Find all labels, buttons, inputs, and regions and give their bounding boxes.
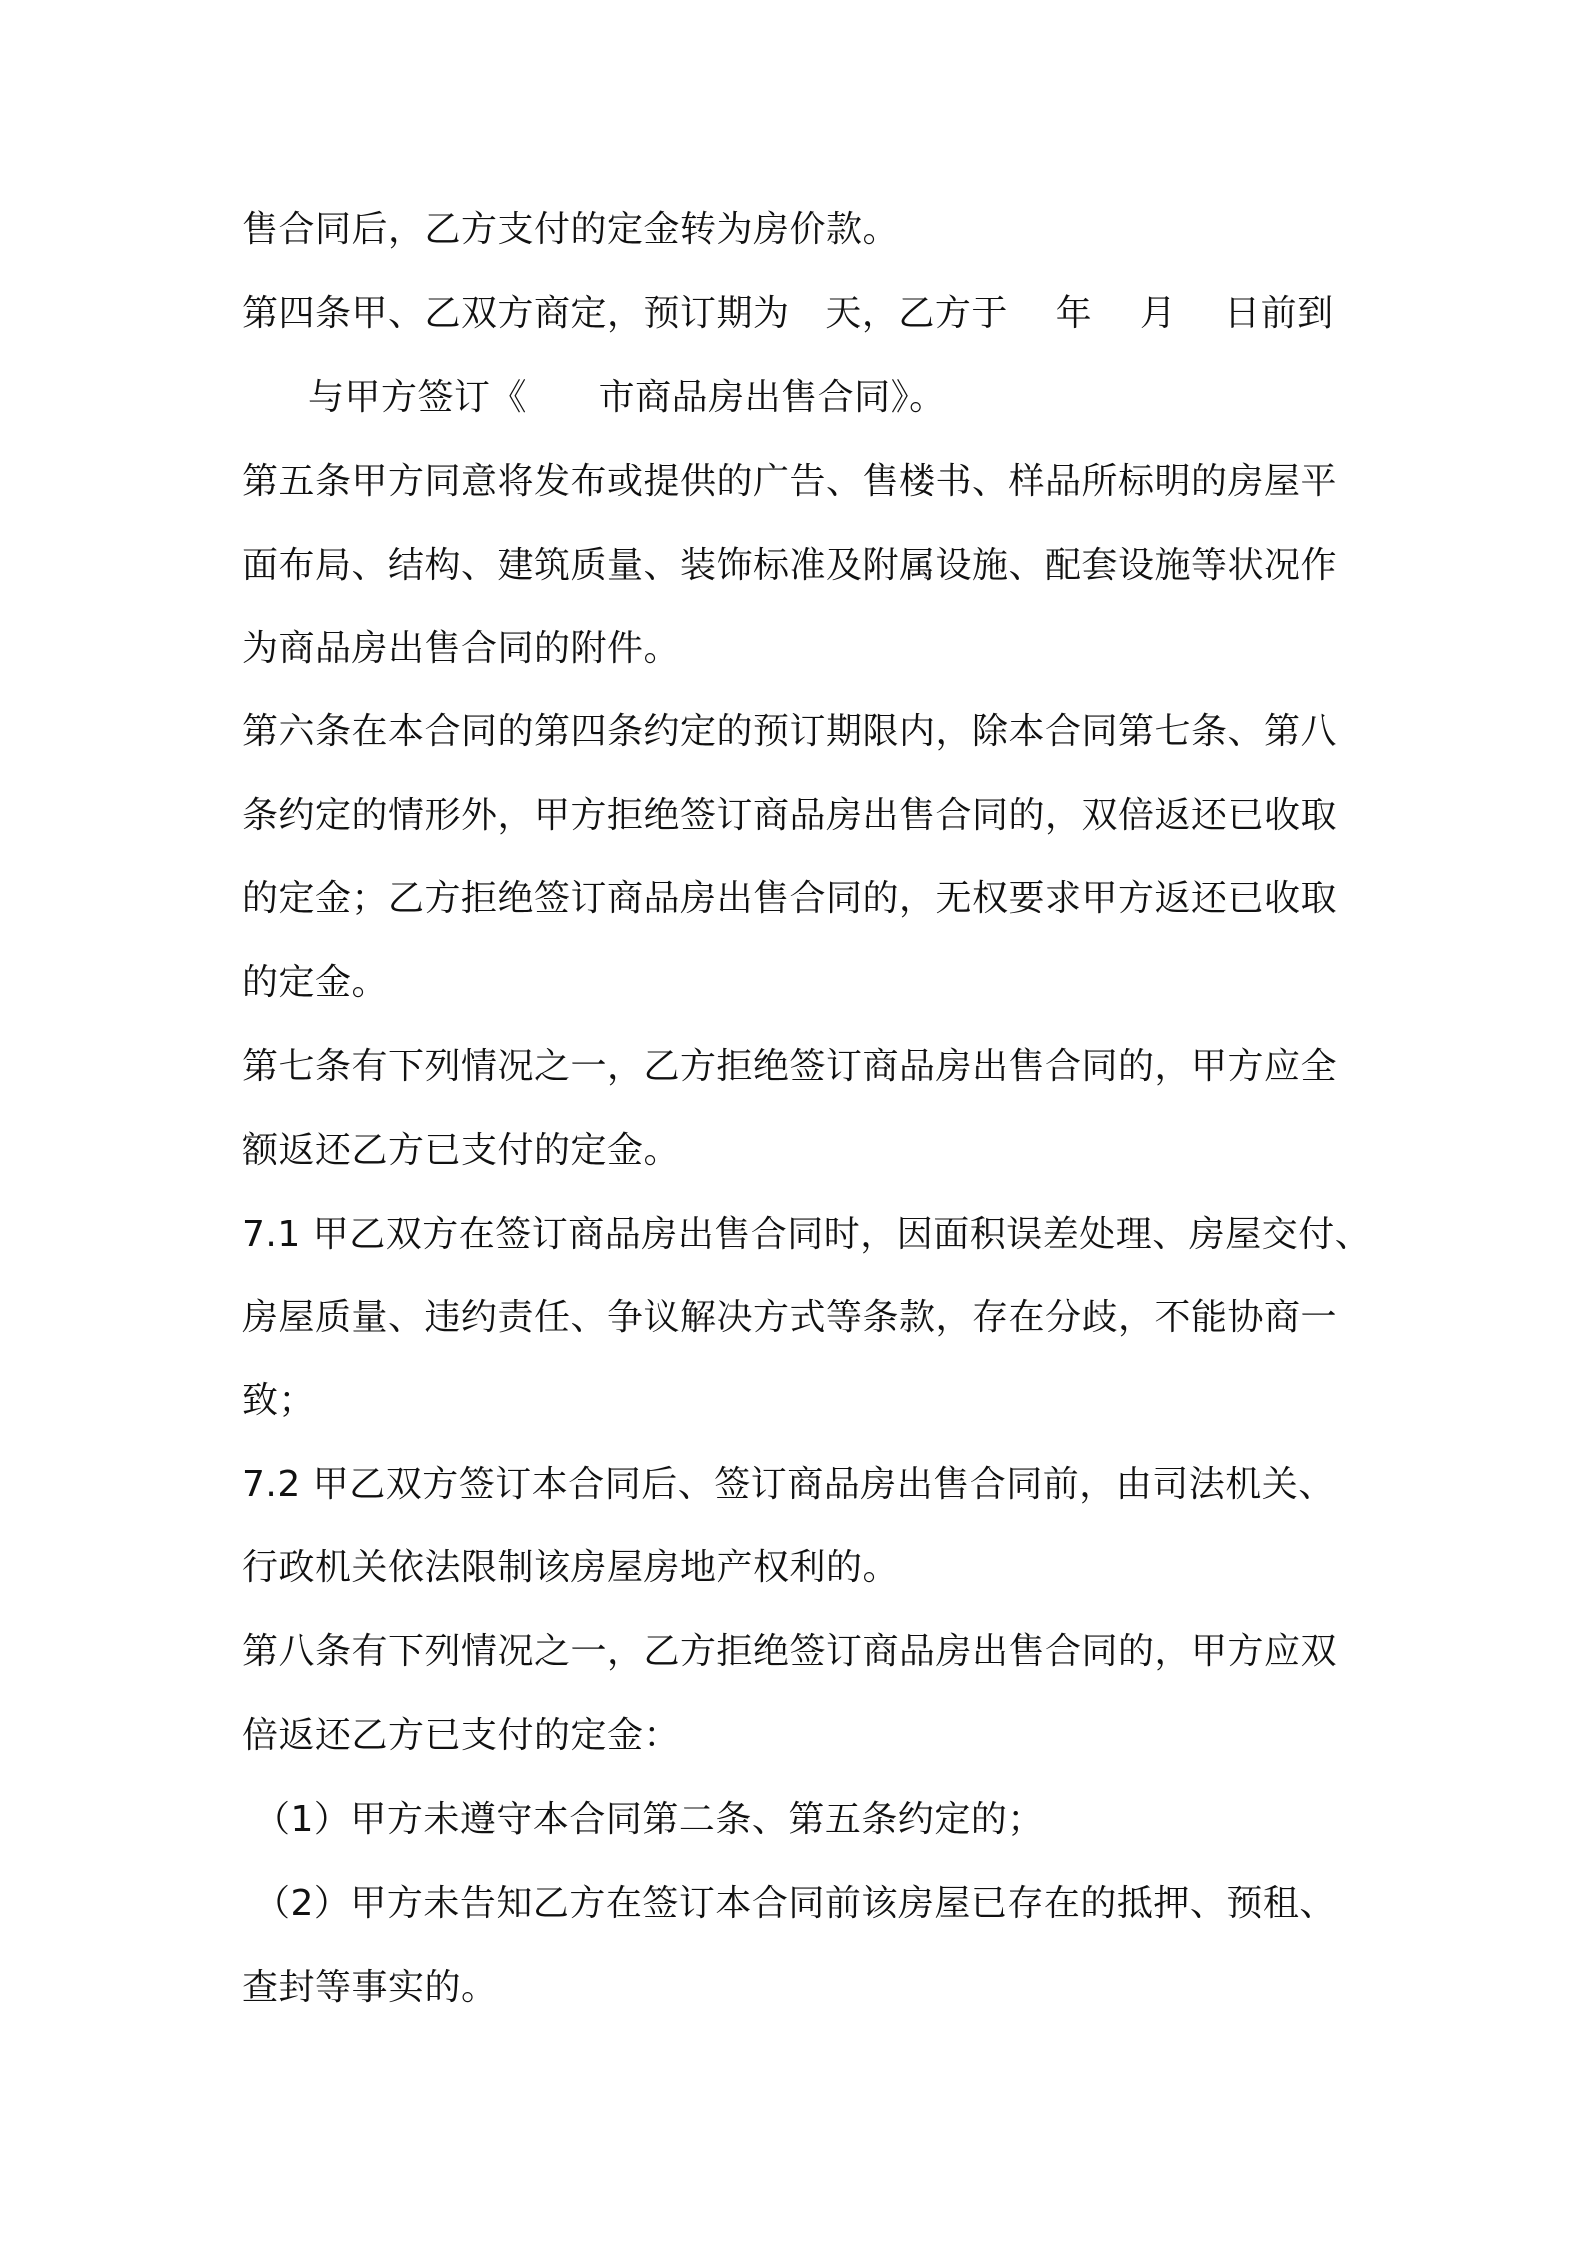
text-line: 第八条有下列情况之一，乙方拒绝签订商品房出售合同的，甲方应双 <box>242 1631 1338 1672</box>
text-line: 为商品房出售合同的附件。 <box>242 628 681 669</box>
text-line: 与甲方签订《 市商品房出售合同》。 <box>308 377 946 418</box>
text-line: 面布局、结构、建筑质量、装饰标准及附属设施、配套设施等状况作 <box>242 545 1338 586</box>
text-line: 售合同后，乙方支付的定金转为房价款。 <box>242 209 900 250</box>
text-line: 第七条有下列情况之一，乙方拒绝签订商品房出售合同的，甲方应全 <box>242 1046 1338 1087</box>
text-line: 行政机关依法限制该房屋房地产权利的。 <box>242 1547 900 1588</box>
text-line: （2）甲方未告知乙方在签订本合同前该房屋已存在的抵押、预租、 <box>254 1883 1336 1924</box>
text-line: 倍返还乙方已支付的定金： <box>242 1715 681 1756</box>
text-line: 额返还乙方已支付的定金。 <box>242 1130 681 1171</box>
text-line: 房屋质量、违约责任、争议解决方式等条款，存在分歧，不能协商一 <box>242 1297 1338 1338</box>
text-line: 第五条甲方同意将发布或提供的广告、售楼书、样品所标明的房屋平 <box>242 461 1338 502</box>
text-line: 第四条甲、乙双方商定，预订期为 天，乙方于 年 月 日前到 <box>242 293 1334 334</box>
text-line: 的定金；乙方拒绝签订商品房出售合同的，无权要求甲方返还已收取 <box>242 878 1338 919</box>
text-line: 7.1 甲乙双方在签订商品房出售合同时，因面积误差处理、房屋交付、 <box>242 1214 1372 1255</box>
text-line: 的定金。 <box>242 962 389 1003</box>
text-line: （1）甲方未遵守本合同第二条、第五条约定的； <box>254 1799 1044 1840</box>
text-line: 条约定的情形外，甲方拒绝签订商品房出售合同的，双倍返还已收取 <box>242 795 1338 836</box>
text-line: 7.2 甲乙双方签订本合同后、签订商品房出售合同前，由司法机关、 <box>242 1464 1335 1505</box>
text-line: 致； <box>242 1380 316 1421</box>
text-line: 查封等事实的。 <box>242 1967 498 2008</box>
text-line: 第六条在本合同的第四条约定的预订期限内，除本合同第七条、第八 <box>242 711 1338 752</box>
